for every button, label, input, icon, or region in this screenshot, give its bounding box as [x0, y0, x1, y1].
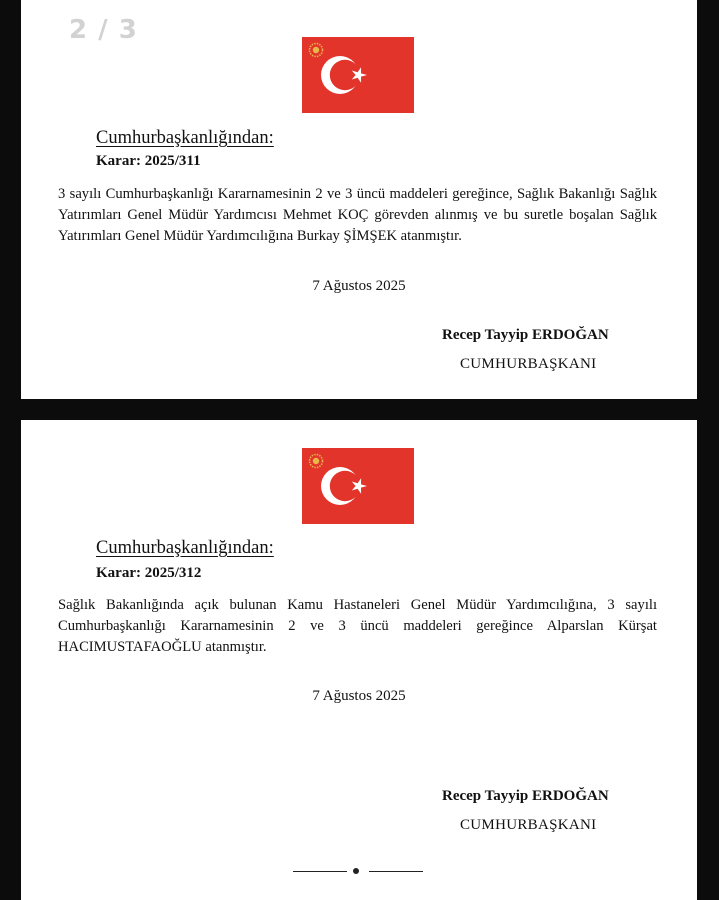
signer-name: Recep Tayyip ERDOĞAN: [442, 788, 609, 804]
page-indicator: 2 / 3: [69, 15, 138, 45]
turkish-flag-icon: [302, 448, 414, 524]
issuer-heading: Cumhurbaşkanlığından:: [96, 538, 274, 558]
section-separator: [293, 864, 425, 876]
decision-date: 7 Ağustos 2025: [312, 688, 406, 704]
issuer-heading: Cumhurbaşkanlığından:: [96, 128, 274, 148]
signer-title: CUMHURBAŞKANI: [460, 356, 597, 372]
decision-body: Sağlık Bakanlığında açık bulunan Kamu Hastaneleri Genel Müdür Yardımcılığına, 3 sayılı Cumhurbaşkanlığı Kararnamesinin 2 ve 3 üncü maddeleri gereğince Alparslan Kürşat HACIMUSTAFAOĞLU atanmıştır.: [58, 597, 657, 655]
decision-number: Karar: 2025/311: [96, 153, 201, 169]
decision-body: 3 sayılı Cumhurbaşkanlığı Kararnamesinin 2 ve 3 üncü maddeleri gereğince, Sağlık Bakanlığı Sağlık Yatırımları Genel Müdür Yardımcısı Mehmet KOÇ görevden alınmış ve bu suretle boşalan Sağlık Yatırımları Genel Müdür Yardımcılığına Burkay ŞİMŞEK atanmıştır.: [58, 186, 657, 244]
decision-number: Karar: 2025/312: [96, 565, 202, 581]
signer-name: Recep Tayyip ERDOĞAN: [442, 327, 609, 343]
signer-title: CUMHURBAŞKANI: [460, 817, 597, 833]
document-page: [21, 0, 697, 399]
decision-date: 7 Ağustos 2025: [312, 278, 406, 294]
turkish-flag-icon: [302, 37, 414, 113]
document-page: [21, 420, 697, 900]
